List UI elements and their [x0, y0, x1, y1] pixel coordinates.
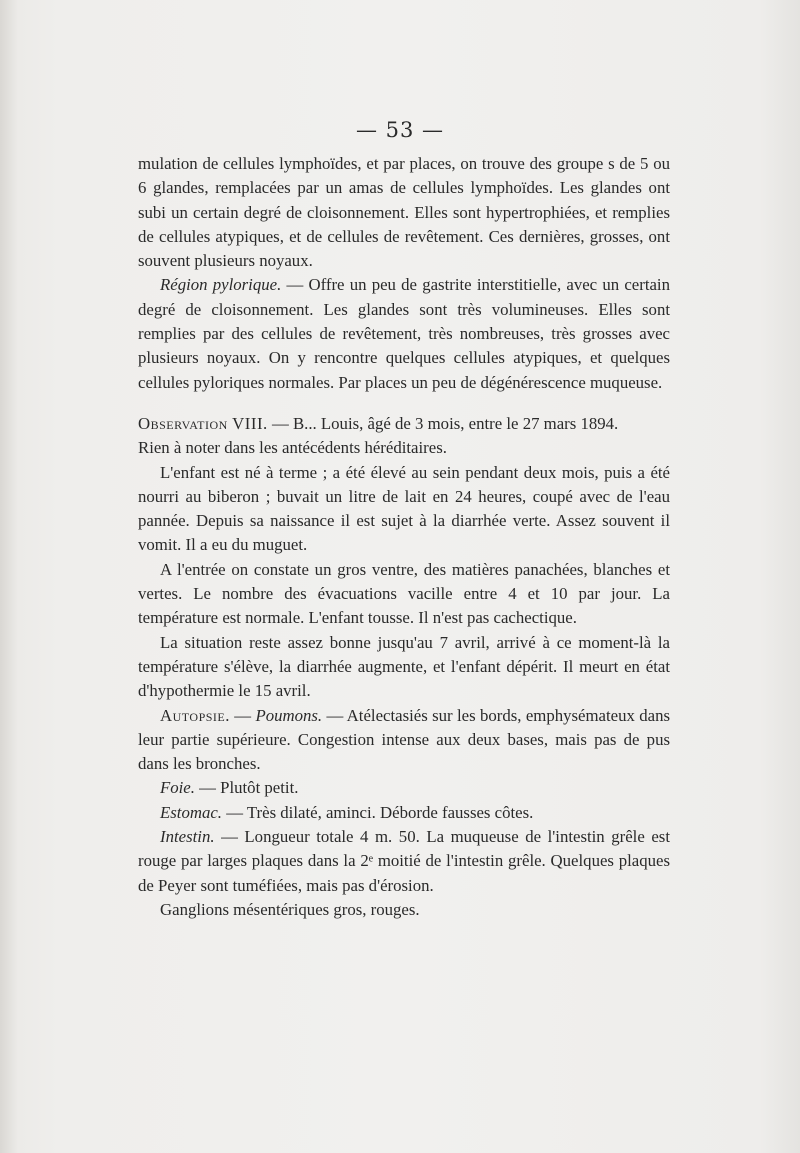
paragraph-ganglions: Ganglions mésentériques gros, rouges.: [160, 899, 420, 919]
paragraph-continuation: mulation de cellules lymphoïdes, et par places, on trouve des groupe s de 5 ou 6 glandes, remplacées par un amas de cellules lymphoïdes. Les glandes ont subi un certain degré de cloisonnement. Elles sont hypertrophiées, et remplies de cellules atypiques, et de cellules de revêtement. Ces dernières, grosses, ont souvent plusieurs noyaux.: [138, 154, 670, 271]
page-number: — 53 —: [355, 118, 445, 142]
paragraph-antecedents: Rien à noter dans les antécédents héréditaires.: [138, 438, 447, 458]
poumons-label: Poumons.: [255, 705, 323, 725]
observation-text: — B... Louis, âgé de 3 mois, entre le 27 mars 1894.: [267, 413, 619, 433]
estomac-text: — Très dilaté, aminci. Déborde fausses côtes.: [222, 802, 534, 822]
poumons-text: — Atélectasiés sur les bords, emphysémateux dans leur partie supérieure. Congestion intense aux deux bases, mais pas de pus dans les bronches.: [138, 705, 670, 774]
foie-text: — Plutôt petit.: [194, 778, 299, 798]
paragraph-history: L'enfant est né à terme ; a été élevé au sein pendant deux mois, puis a été nourri au biberon ; buvait un litre de lait en 24 heures, coupé avec de l'eau pannée. Depuis sa naissance il est sujet à la diarrhée verte. Assez souvent il vomit. Il a eu du muguet.: [138, 462, 670, 555]
paragraph-intestin: [138, 825, 670, 898]
intestin-text: — Longueur totale 4 m. 50. La muqueuse de l'intestin grêle est rouge par larges plaques dans la 2ᵉ moitié de l'intestin grêle. Quelques plaques de Peyer sont tuméfiées, mais pas d'érosion.: [138, 827, 670, 895]
body-text: [138, 152, 670, 922]
autopsie-label: Autopsie.: [160, 705, 230, 725]
region-pylorique-label: Région pylorique.: [160, 275, 282, 295]
autopsie-sep: —: [229, 705, 256, 725]
paragraph-entry: A l'entrée on constate un gros ventre, des matières panachées, blanches et vertes. Le nombre des évacuations vacille entre 4 et 10 par jour. La température est normale. L'enfant tousse. Il n'est pas cachectique.: [138, 559, 670, 628]
intestin-label: Intestin.: [160, 827, 215, 847]
observation-heading: [138, 412, 670, 436]
paragraph-estomac: [138, 801, 670, 825]
foie-label: Foie.: [160, 778, 195, 798]
paragraph-autopsie: [138, 704, 670, 777]
region-pylorique-text: — Offre un peu de gastrite interstitielle, avec un certain degré de cloisonnement. Les glandes sont très volumineuses. Elles sont remplies par des cellules de revêtement, très nombreuses, très grosses avec plusieurs noyaux. On y rencontre quelques cellules atypiques, et quelques cellules pyloriques normales. Par places un peu de dégénérescence muqueuse.: [138, 275, 670, 392]
estomac-label: Estomac.: [160, 802, 222, 822]
paragraph-foie: [138, 776, 670, 800]
paragraph-region-pylorique: [138, 273, 670, 394]
paragraph-evolution: La situation reste assez bonne jusqu'au 7 avril, arrivé à ce moment-là la température s'élève, la diarrhée augmente, et l'enfant dépérit. Il meurt en état d'hypothermie le 15 avril.: [138, 632, 670, 701]
observation-label: Observation VIII.: [138, 413, 268, 433]
